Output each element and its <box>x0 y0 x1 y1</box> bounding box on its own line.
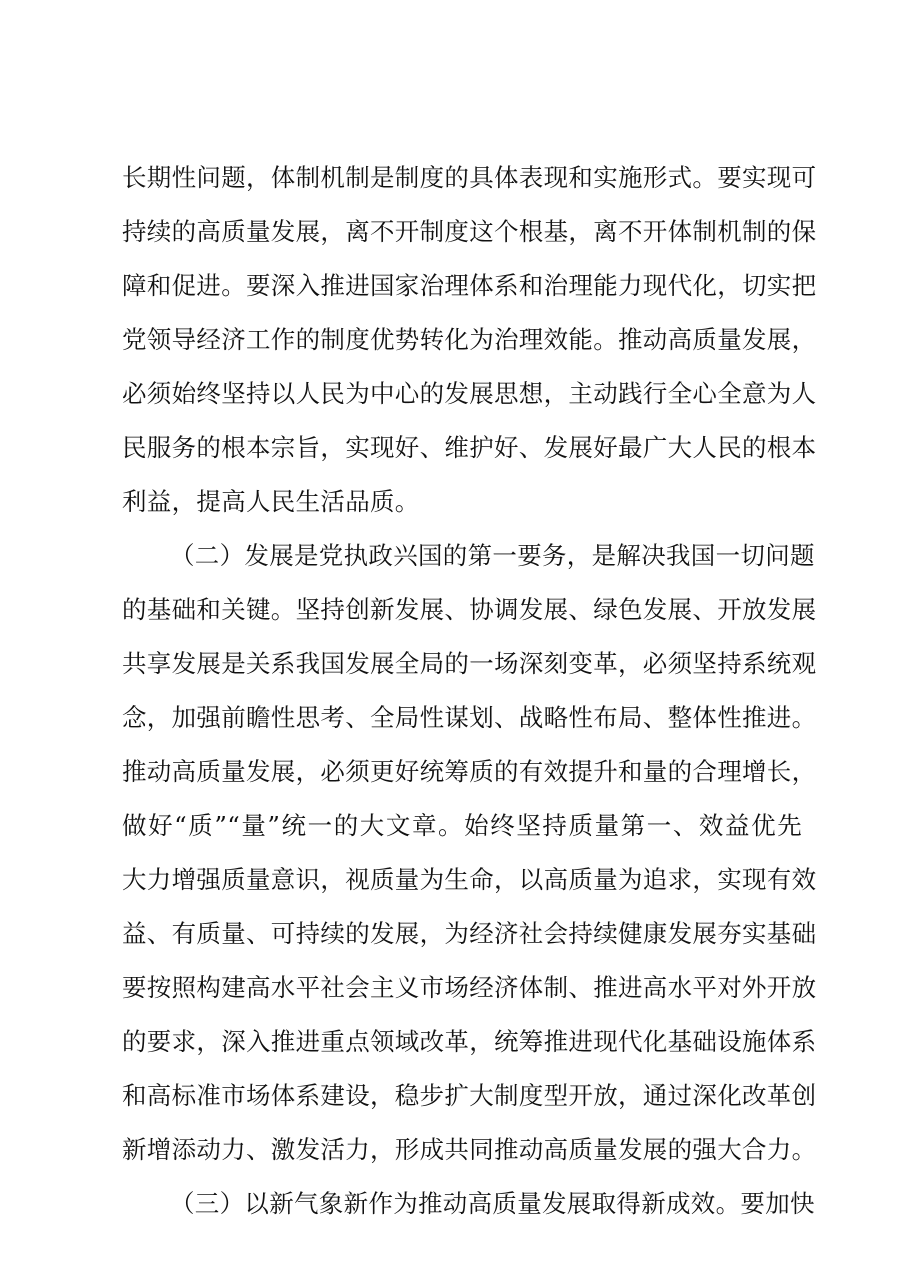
text-line: 民服务的根本宗旨，实现好、维护好、发展好最广大人民的根本 <box>122 433 817 462</box>
text-line: 共享发展是关系我国发展全局的一场深刻变革，必须坚持系统观 <box>122 649 817 678</box>
text-line: 障和促进。要深入推进国家治理体系和治理能力现代化，切实把 <box>122 271 817 300</box>
text-line: 念，加强前瞻性思考、全局性谋划、战略性布局、整体性推进。 <box>122 703 817 732</box>
text-line: 长期性问题，体制机制是制度的具体表现和实施形式。要实现可 <box>122 163 817 192</box>
text-line: 推动高质量发展，必须更好统筹质的有效提升和量的合理增长， <box>122 757 817 786</box>
text-line: 的要求，深入推进重点领域改革，统筹推进现代化基础设施体系 <box>122 1027 817 1056</box>
text-line: 利益，提高人民生活品质。 <box>122 487 420 516</box>
text-line: 的基础和关键。坚持创新发展、协调发展、绿色发展、开放发展 <box>122 595 817 624</box>
text-line: 持续的高质量发展，离不开制度这个根基，离不开体制机制的保 <box>122 217 817 246</box>
text-line: 必须始终坚持以人民为中心的发展思想，主动践行全心全意为人 <box>122 379 817 408</box>
text-line: 益、有质量、可持续的发展，为经济社会持续健康发展夯实基础 <box>122 919 817 948</box>
paragraph-heading-3: （三）以新气象新作为推动高质量发展取得新成效。要加快 <box>170 1189 815 1218</box>
text-line: 做好“质”“量”统一的大文章。始终坚持质量第一、效益优先 <box>122 811 802 840</box>
paragraph-heading-2: （二）发展是党执政兴国的第一要务，是解决我国一切问题 <box>170 541 815 570</box>
text-line: 大力增强质量意识，视质量为生命，以高质量为追求，实现有效 <box>122 865 817 894</box>
text-line: 要按照构建高水平社会主义市场经济体制、推进高水平对外开放 <box>122 973 817 1002</box>
text-line: 新增添动力、激发活力，形成共同推动高质量发展的强大合力。 <box>122 1135 817 1164</box>
text-line: 党领导经济工作的制度优势转化为治理效能。推动高质量发展， <box>122 325 817 354</box>
text-line: 和高标准市场体系建设，稳步扩大制度型开放，通过深化改革创 <box>122 1081 817 1110</box>
